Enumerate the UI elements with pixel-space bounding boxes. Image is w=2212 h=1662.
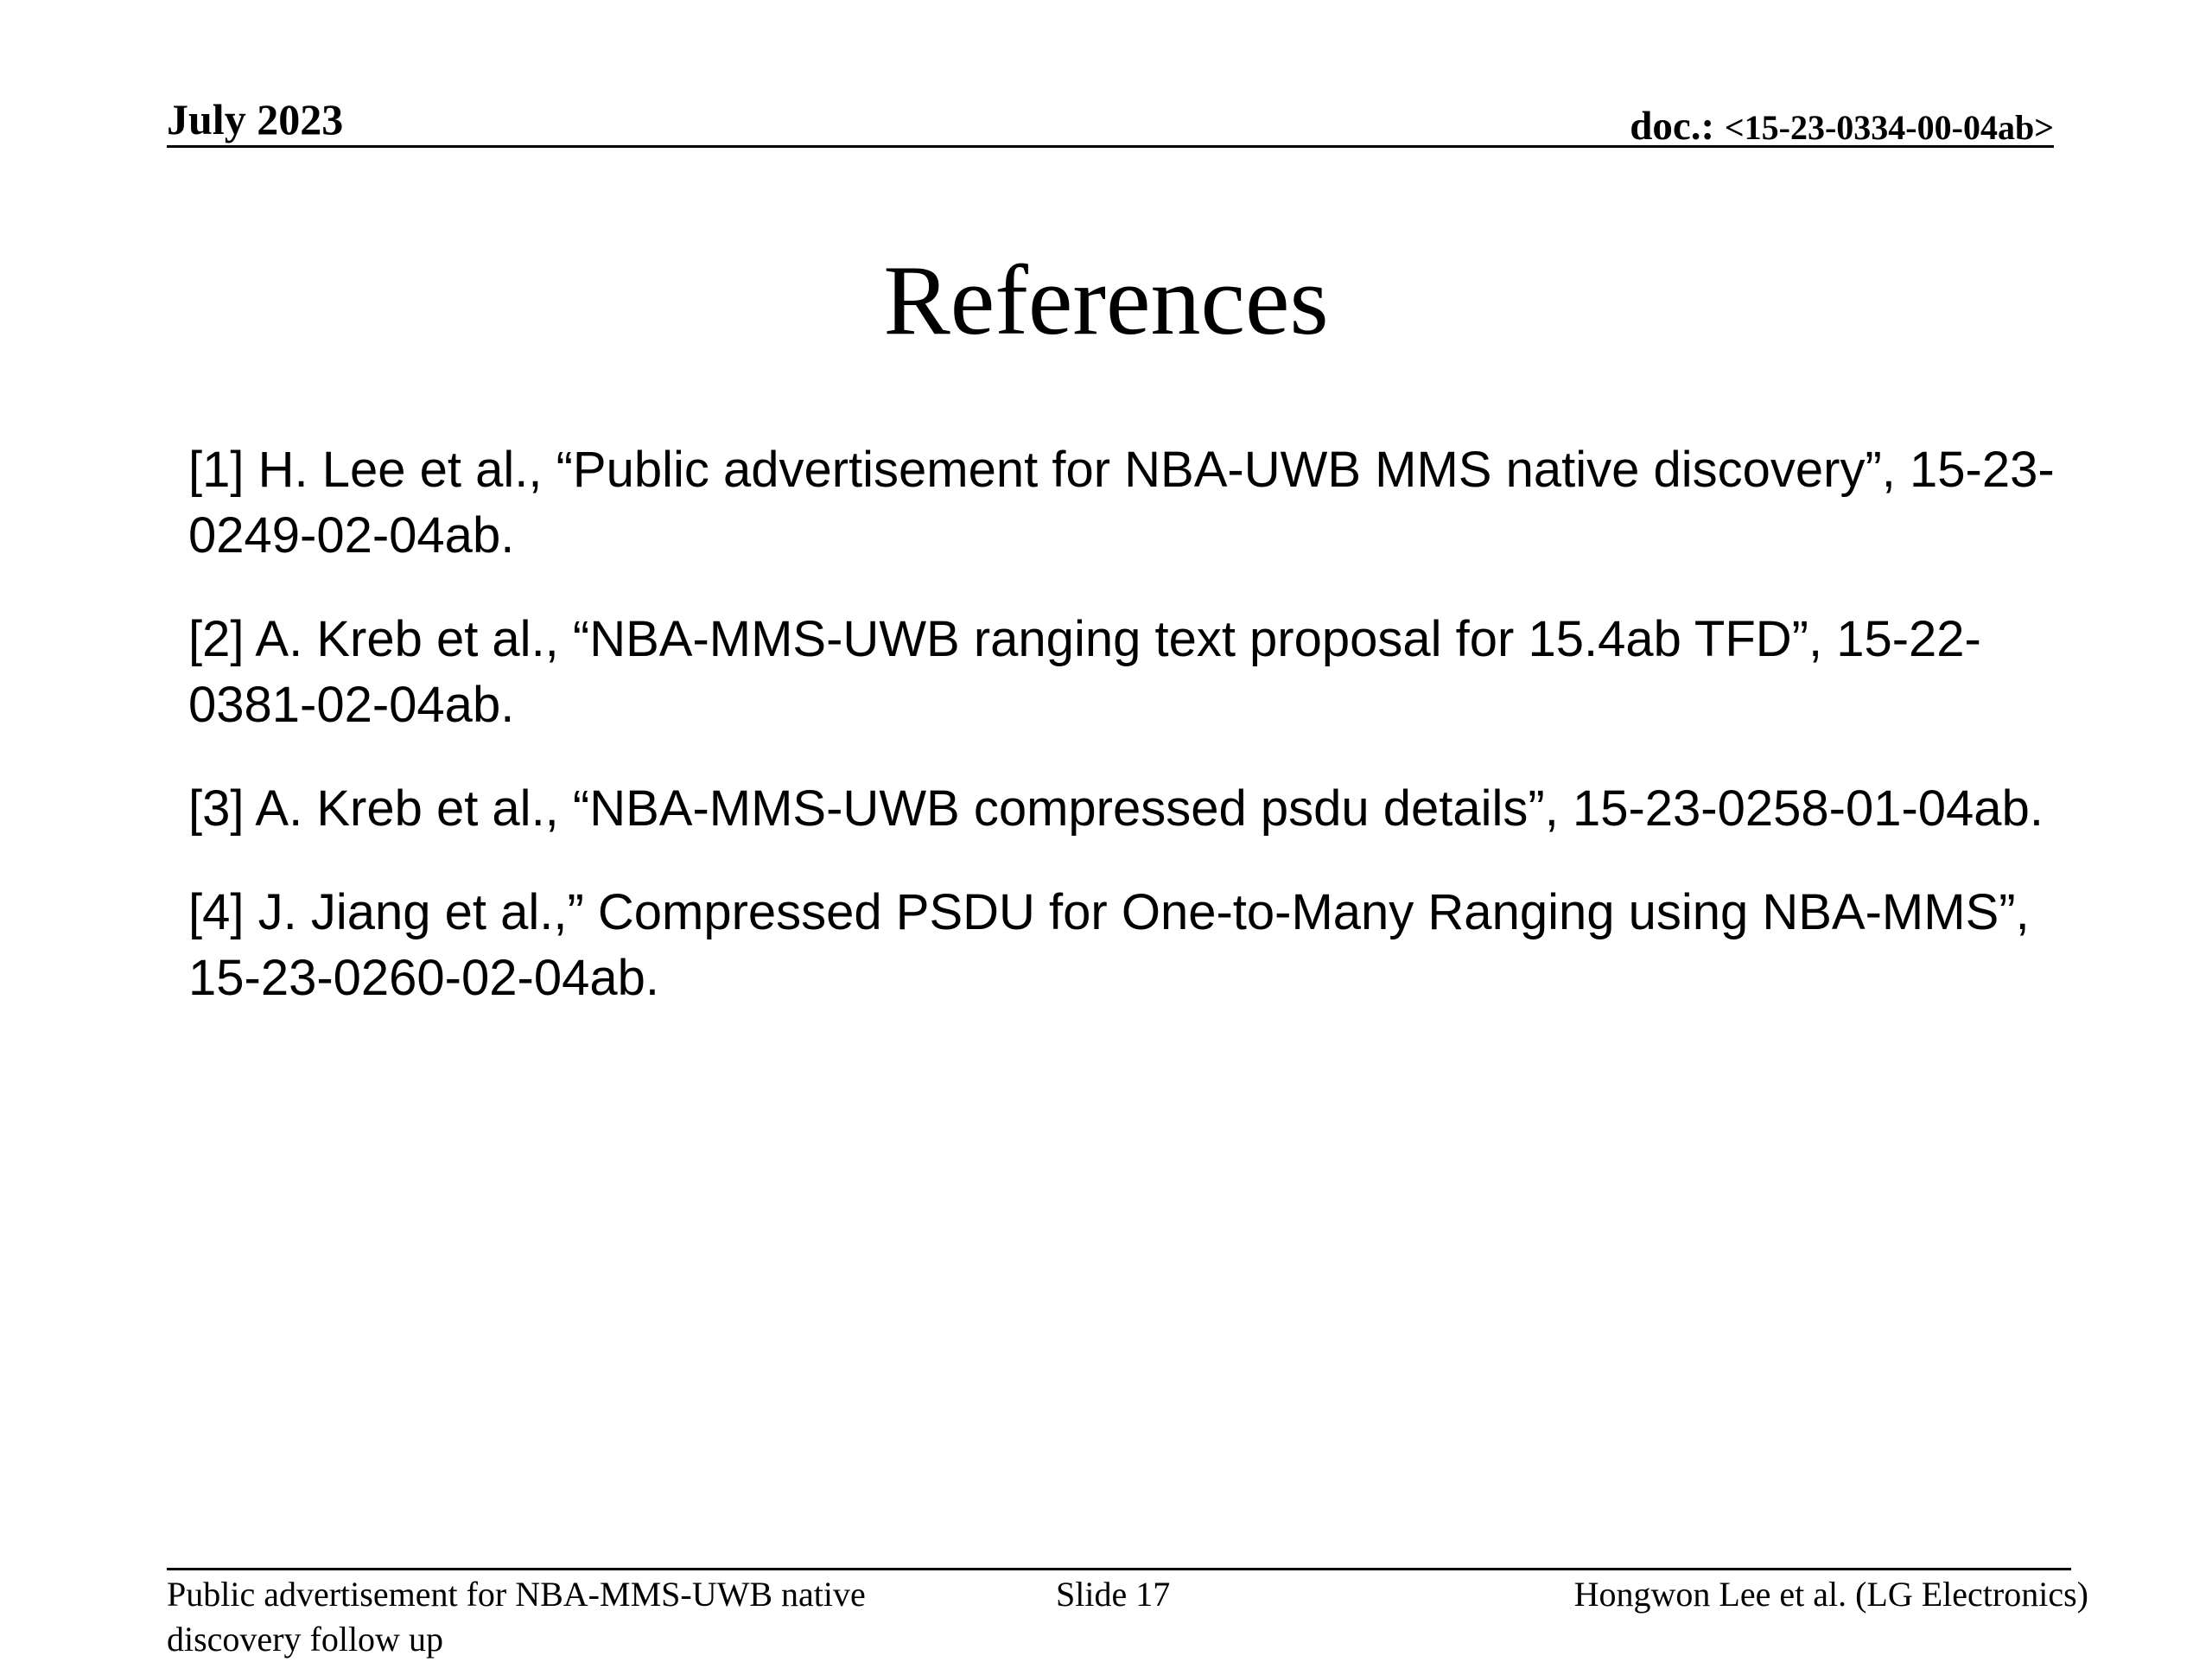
header-doc-id: [1630, 100, 2054, 162]
reference-item-4: [4] J. Jiang et al.,” Compressed PSDU for One-to-Many Ranging using NBA-MMS”, 15-23-0260-02-04ab.: [188, 884, 2030, 1006]
header-doc-label: doc.:: [1630, 104, 1725, 149]
header-rule: [167, 145, 2054, 148]
reference-item-1: [1] H. Lee et al., “Public advertisement for NBA-UWB MMS native discovery”, 15-23-0249-02-04ab.: [188, 442, 2055, 564]
reference-item-2: [2] A. Kreb et al., “NBA-MMS-UWB ranging text proposal for 15.4ab TFD”, 15-22-0381-02-04ab.: [188, 611, 1981, 733]
header-date: July 2023: [167, 95, 344, 143]
header-doc-number: <15-23-0334-00-04ab>: [1724, 108, 2054, 147]
footer-title: Public advertisement for NBA-MMS-UWB native discovery follow up: [167, 1575, 866, 1659]
footer-author: Hongwon Lee et al. (LG Electronics): [1573, 1575, 2088, 1614]
slide-title: References: [883, 245, 1329, 356]
reference-list: [188, 437, 2072, 1049]
reference-item-3: [3] A. Kreb et al., “NBA-MMS-UWB compressed psdu details”, 15-23-0258-01-04ab.: [188, 780, 2044, 837]
footer-rule: [167, 1568, 2071, 1570]
footer-slide-number: Slide 17: [1056, 1575, 1171, 1614]
